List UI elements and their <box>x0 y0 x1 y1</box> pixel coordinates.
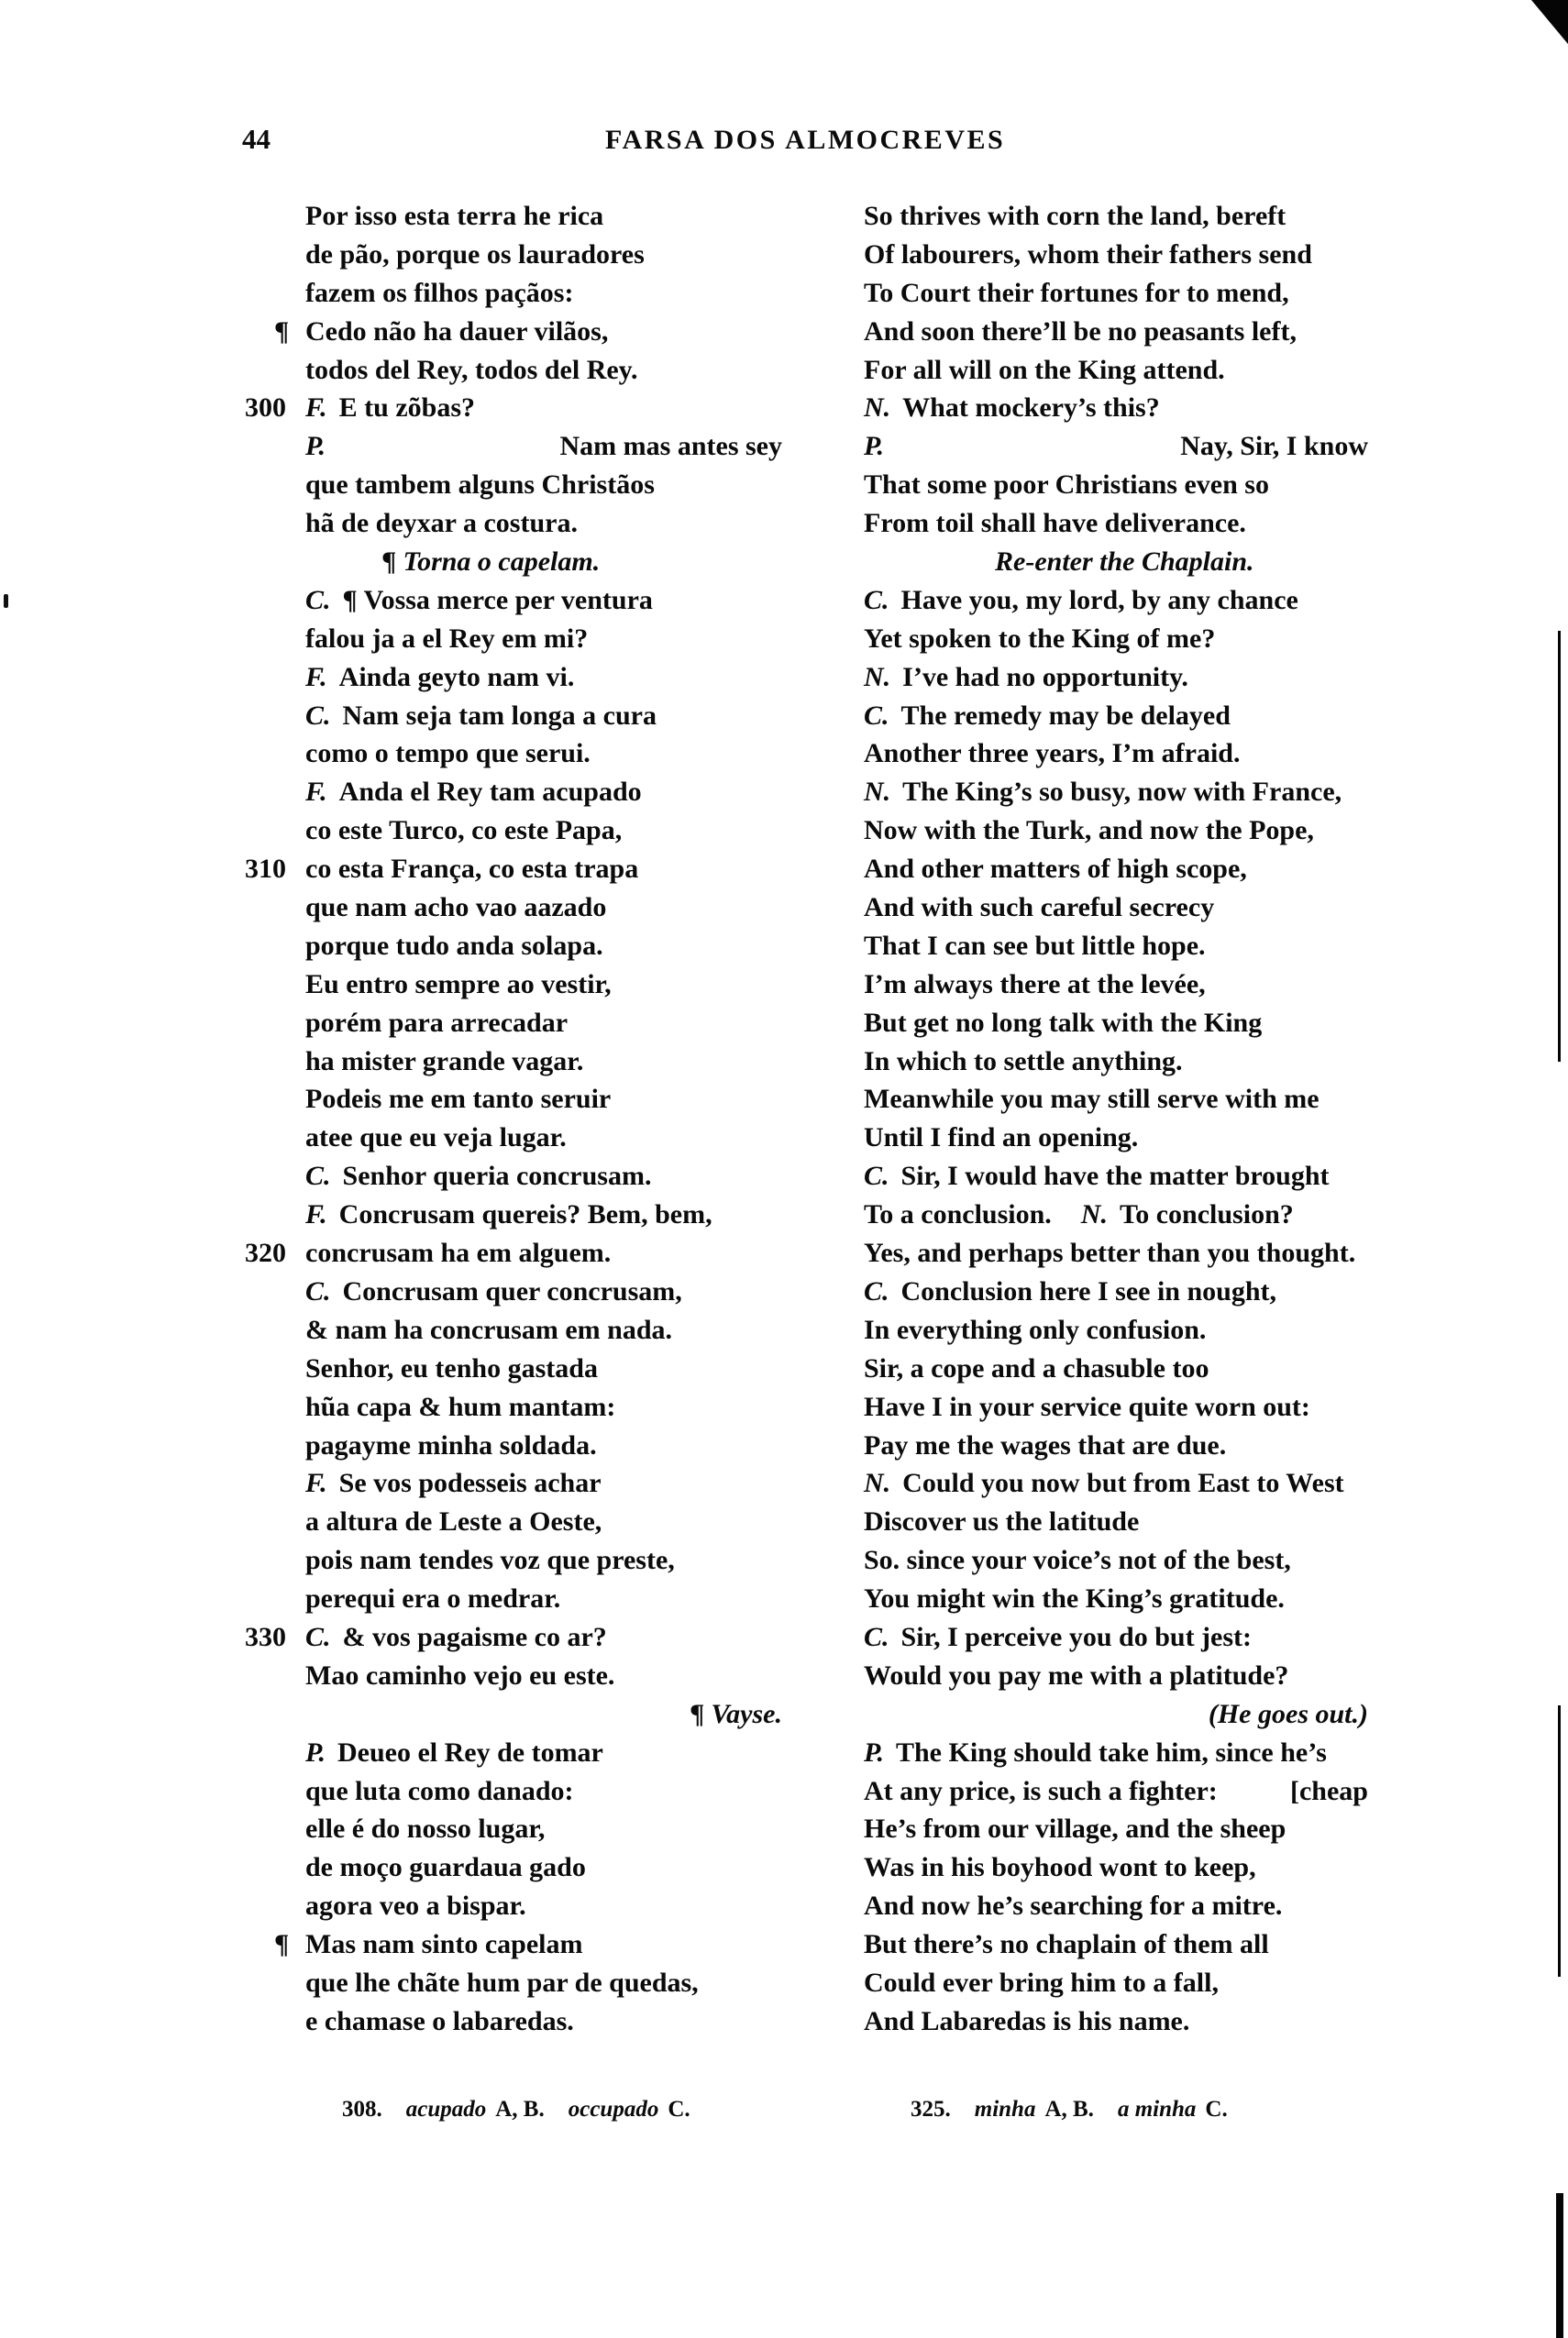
pilcrow-mark: ¶ <box>274 315 290 347</box>
line-number: 320 <box>245 1238 286 1269</box>
verse-text: Discover us the latitude <box>864 1506 1140 1538</box>
stage-direction-text: Re-enter the Chaplain. <box>995 546 1254 578</box>
verse-text: elle é do nosso lugar, <box>305 1814 546 1845</box>
portuguese-column <box>245 197 782 2041</box>
verse-text: A, B. <box>495 2097 545 2122</box>
verse-text: e chamase o labaredas. <box>305 2005 574 2036</box>
verse-text: de moço guardaua gado <box>305 1852 586 1883</box>
verse-text: Anda el Rey tam acupado <box>338 777 642 808</box>
verse-text: ha mister grande vagar. <box>305 1045 584 1076</box>
verse-line <box>864 1042 1368 1081</box>
verse-line <box>305 1580 782 1618</box>
verse-line <box>245 389 782 427</box>
verse-text: 308. <box>342 2097 382 2122</box>
stage-direction-text: a minha <box>1117 2097 1197 2122</box>
scan-artifact-line <box>1558 631 1561 1062</box>
verse-line <box>864 1196 1368 1234</box>
verse-line <box>305 1350 782 1388</box>
verse-line <box>245 850 782 888</box>
verse-line <box>864 1080 1368 1119</box>
verse-line <box>305 1887 782 1925</box>
verse-text: And soon there’ll be no peasants left, <box>864 315 1297 347</box>
verse-line <box>305 1080 782 1119</box>
verse-text: & vos pagaisme co ar? <box>342 1621 607 1652</box>
verse-line <box>305 1810 782 1848</box>
speaker-label: C. <box>305 1621 331 1652</box>
verse-text: To a conclusion. <box>864 1199 1052 1230</box>
verse-line <box>864 1580 1368 1618</box>
verse-line <box>305 965 782 1004</box>
verse-line <box>305 466 782 504</box>
verse-line <box>864 1157 1368 1196</box>
verse-text: The King’s so busy, now with France, <box>902 777 1342 808</box>
verse-line <box>305 1734 782 1772</box>
verse-line <box>864 1772 1368 1811</box>
verse-text: & nam ha concrusam em nada. <box>305 1314 673 1345</box>
speaker-label: P. <box>864 431 884 462</box>
verse-line <box>864 1887 1368 1925</box>
verse-text: So. since your voice’s not of the best, <box>864 1545 1291 1576</box>
verse-line <box>305 1772 782 1811</box>
verse-line <box>864 697 1368 735</box>
verse-text: From toil shall have deliverance. <box>864 508 1246 539</box>
verse-line <box>274 313 782 351</box>
verse-text: Senhor, eu tenho gastada <box>305 1352 598 1384</box>
verse-text: I’ve had no opportunity. <box>902 661 1188 692</box>
verse-line <box>864 1848 1368 1887</box>
verse-line <box>864 734 1368 773</box>
footnote-line <box>911 2096 1228 2134</box>
verse-text: To conclusion? <box>1119 1199 1294 1230</box>
footnote-left <box>342 2096 690 2134</box>
english-column <box>864 197 1368 2041</box>
verse-line <box>305 1503 782 1541</box>
verse-text: Eu entro sempre ao vestir, <box>305 968 612 999</box>
verse-line <box>864 466 1368 504</box>
speaker-label: C. <box>305 700 331 731</box>
verse-text: In which to settle anything. <box>864 1045 1183 1076</box>
scan-artifact-line <box>1558 1705 1561 1977</box>
stage-direction <box>305 543 782 581</box>
verse-line <box>864 965 1368 1004</box>
verse-line <box>864 2002 1368 2041</box>
verse-line <box>305 1964 782 2002</box>
verse-line <box>864 1004 1368 1042</box>
verse-text: Until I find an opening. <box>864 1122 1139 1153</box>
stage-direction <box>864 1695 1368 1734</box>
speaker-label: C. <box>864 700 889 731</box>
verse-line <box>864 427 1368 466</box>
verse-line <box>305 927 782 965</box>
speaker-label: F. <box>305 1468 327 1499</box>
verse-line <box>305 1541 782 1580</box>
verse-text: Conclusion here I see in nought, <box>900 1275 1277 1307</box>
verse-text: Yet spoken to the King of me? <box>864 623 1216 654</box>
verse-line <box>864 313 1368 351</box>
verse-text: Mas nam sinto capelam <box>305 1929 583 1960</box>
verse-line <box>305 658 782 697</box>
verse-text: Could ever bring him to a fall, <box>864 1967 1219 1998</box>
verse-text: To Court their fortunes for to mend, <box>864 277 1289 308</box>
verse-text: That I can see but little hope. <box>864 930 1206 961</box>
verse-text: But get no long talk with the King <box>864 1007 1263 1038</box>
verse-line <box>305 620 782 658</box>
verse-text: Yes, and perhaps better than you thought. <box>864 1238 1356 1269</box>
verse-line <box>305 197 782 236</box>
verse-line <box>864 197 1368 236</box>
verse-text: todos del Rey, todos del Rey. <box>305 354 638 385</box>
verse-line <box>305 1311 782 1350</box>
verse-text: And with such careful secrecy <box>864 892 1215 923</box>
verse-text: de pão, porque os lauradores <box>305 238 645 270</box>
speaker-label: F. <box>305 1199 327 1230</box>
verse-line <box>274 1925 782 1964</box>
verse-text: The King should take him, since he’s <box>895 1737 1327 1768</box>
verse-line <box>864 1234 1368 1273</box>
verse-line <box>864 1964 1368 2002</box>
speaker-label: C. <box>305 1275 331 1307</box>
stage-direction-text: ¶ Torna o capelam. <box>382 546 601 578</box>
verse-line <box>864 1388 1368 1427</box>
verse-text: Mao caminho vejo eu este. <box>305 1660 615 1691</box>
page-title: FARSA DOS ALMOCREVES <box>605 125 1006 155</box>
verse-text: Nam mas antes sey <box>559 431 782 462</box>
verse-line <box>864 1350 1368 1388</box>
verse-text: And now he’s searching for a mitre. <box>864 1891 1283 1922</box>
verse-line <box>305 1657 782 1695</box>
verse-text: fazem os filhos paçãos: <box>305 277 574 308</box>
verse-text: concrusam ha em alguem. <box>305 1238 612 1269</box>
verse-line <box>864 1541 1368 1580</box>
verse-line <box>864 389 1368 427</box>
verse-text: Another three years, I’m afraid. <box>864 738 1241 769</box>
verse-text: A, B. <box>1044 2097 1094 2122</box>
scan-artifact-line <box>1556 2193 1563 2338</box>
verse-text: Pay me the wages that are due. <box>864 1429 1227 1461</box>
verse-line <box>864 1810 1368 1848</box>
verse-line <box>864 1427 1368 1465</box>
verse-line <box>305 1004 782 1042</box>
stage-direction <box>305 1695 782 1734</box>
verse-text: I’m always there at the levée, <box>864 968 1206 999</box>
verse-line <box>305 697 782 735</box>
verse-line <box>864 927 1368 965</box>
verse-line <box>864 1734 1368 1772</box>
verse-text: He’s from our village, and the sheep <box>864 1814 1286 1845</box>
verse-text: ¶ Vossa merce per ventura <box>342 584 653 615</box>
verse-line <box>864 581 1368 620</box>
stage-direction <box>864 543 1368 581</box>
verse-line <box>864 1618 1368 1657</box>
verse-text: But there’s no chaplain of them all <box>864 1929 1269 1960</box>
line-number: 330 <box>245 1621 286 1652</box>
speaker-label: C. <box>864 1161 889 1192</box>
verse-text: The remedy may be delayed <box>900 700 1231 731</box>
verse-text: Podeis me em tanto seruir <box>305 1084 612 1115</box>
verse-line <box>305 581 782 620</box>
verse-text: You might win the King’s gratitude. <box>864 1583 1285 1615</box>
verse-text: Nay, Sir, I know <box>1180 431 1368 462</box>
verse-text: que lhe chãte hum par de quedas, <box>305 1967 699 1998</box>
speaker-label: N. <box>864 661 891 692</box>
stage-direction-text: ¶ Vayse. <box>690 1698 782 1729</box>
verse-line <box>245 1618 782 1657</box>
verse-text: What mockery’s this? <box>902 392 1160 424</box>
verse-line <box>305 504 782 543</box>
speaker-label: C. <box>864 584 889 615</box>
stage-direction-text: occupado <box>568 2097 659 2122</box>
verse-line <box>305 888 782 927</box>
verse-line <box>864 888 1368 927</box>
verse-text: That some poor Christians even so <box>864 469 1269 501</box>
verse-text: Cedo não ha dauer vilãos, <box>305 315 609 347</box>
verse-text: Ainda geyto nam vi. <box>338 661 575 692</box>
verse-text: Have you, my lord, by any chance <box>900 584 1298 615</box>
scan-artifact-corner <box>1531 0 1568 44</box>
verse-line <box>864 1503 1368 1541</box>
verse-text: hũa capa & hum mantam: <box>305 1391 616 1422</box>
verse-text: falou ja a el Rey em mi? <box>305 623 589 654</box>
verse-text: 325. <box>911 2097 951 2122</box>
speaker-label: N. <box>1080 1199 1108 1230</box>
verse-text: co esta França, co esta trapa <box>305 854 639 885</box>
verse-line <box>864 1464 1368 1503</box>
verse-line <box>864 236 1368 274</box>
verse-line <box>305 1388 782 1427</box>
verse-text: [cheap <box>1290 1775 1368 1806</box>
verse-text: pagayme minha soldada. <box>305 1429 597 1461</box>
verse-text: hã de deyxar a costura. <box>305 508 578 539</box>
verse-text: como o tempo que serui. <box>305 738 591 769</box>
page-number: 44 <box>242 123 271 155</box>
speaker-label: C. <box>864 1621 889 1652</box>
verse-text: Deueo el Rey de tomar <box>337 1737 603 1768</box>
speaker-label: N. <box>864 392 891 424</box>
verse-line <box>305 773 782 811</box>
verse-text: Concrusam quer concrusam, <box>342 1275 682 1307</box>
verse-text: C. <box>1205 2097 1228 2122</box>
verse-line <box>305 1848 782 1887</box>
verse-text: porém para arrecadar <box>305 1007 569 1038</box>
verse-text: So thrives with corn the land, bereft <box>864 201 1286 231</box>
verse-line <box>864 850 1368 888</box>
verse-text: For all will on the King attend. <box>864 354 1225 385</box>
speaker-label: N. <box>864 1468 891 1499</box>
verse-line <box>864 1273 1368 1311</box>
verse-line <box>305 1464 782 1503</box>
verse-text: agora veo a bispar. <box>305 1891 526 1922</box>
verse-text: pois nam tendes voz que preste, <box>305 1545 675 1576</box>
verse-text: a altura de Leste a Oeste, <box>305 1506 602 1538</box>
verse-text: atee que eu veja lugar. <box>305 1122 567 1153</box>
speaker-label: C. <box>864 1275 889 1307</box>
verse-text: Was in his boyhood wont to keep, <box>864 1852 1256 1883</box>
speaker-label: C. <box>305 1161 331 1192</box>
line-number: 300 <box>245 392 286 424</box>
scan-artifact-speck <box>4 594 8 608</box>
stage-direction-text: minha <box>974 2097 1036 2122</box>
verse-text: Have I in your service quite worn out: <box>864 1391 1310 1422</box>
stage-direction-text: acupado <box>405 2097 487 2122</box>
verse-line <box>305 1119 782 1157</box>
verse-text: E tu zõbas? <box>338 392 476 424</box>
verse-text: Sir, I would have the matter brought <box>900 1161 1330 1192</box>
speaker-label: F. <box>305 392 327 424</box>
verse-text: perequi era o medrar. <box>305 1583 561 1615</box>
verse-line <box>864 773 1368 811</box>
verse-text: Of labourers, whom their fathers send <box>864 238 1312 270</box>
verse-line <box>864 1119 1368 1157</box>
verse-line <box>864 658 1368 697</box>
verse-text: que luta como danado: <box>305 1775 574 1806</box>
verse-line <box>864 620 1368 658</box>
speaker-label: P. <box>305 431 326 462</box>
verse-line <box>305 274 782 313</box>
verse-text: Sir, a cope and a chasuble too <box>864 1352 1209 1384</box>
verse-line <box>305 427 782 466</box>
verse-text: que nam acho vao aazado <box>305 892 607 923</box>
verse-text: Nam seja tam longa a cura <box>342 700 657 731</box>
verse-line <box>305 1042 782 1081</box>
verse-line <box>305 1273 782 1311</box>
footnote-line <box>342 2096 690 2134</box>
verse-text: Se vos podesseis achar <box>338 1468 602 1499</box>
verse-line <box>305 351 782 390</box>
speaker-label: P. <box>305 1737 326 1768</box>
line-number: 310 <box>245 854 286 885</box>
speaker-label: P. <box>864 1737 884 1768</box>
verse-text: And Labaredas is his name. <box>864 2005 1190 2036</box>
verse-text: Now with the Turk, and now the Pope, <box>864 815 1314 846</box>
stage-direction-text: (He goes out.) <box>1208 1698 1368 1729</box>
verse-text: C. <box>668 2097 690 2122</box>
verse-text: porque tudo anda solapa. <box>305 930 603 961</box>
verse-line <box>864 274 1368 313</box>
verse-text: que tambem alguns Christãos <box>305 469 655 501</box>
speaker-label: F. <box>305 661 327 692</box>
verse-line <box>864 811 1368 850</box>
verse-text: Senhor queria concrusam. <box>342 1161 652 1192</box>
verse-line <box>864 1925 1368 1964</box>
verse-line <box>305 1196 782 1234</box>
speaker-label: F. <box>305 777 327 808</box>
speaker-label: N. <box>864 777 891 808</box>
verse-text: In everything only confusion. <box>864 1314 1207 1345</box>
verse-line <box>305 2002 782 2041</box>
verse-text: At any price, is such a fighter: <box>864 1775 1218 1806</box>
pilcrow-mark: ¶ <box>274 1929 290 1960</box>
verse-text: Por isso esta terra he rica <box>305 201 604 231</box>
verse-line <box>305 236 782 274</box>
verse-line <box>864 1657 1368 1695</box>
verse-text: co este Turco, co este Papa, <box>305 815 623 846</box>
verse-text: Sir, I perceive you do but jest: <box>900 1621 1253 1652</box>
speaker-label: C. <box>305 584 331 615</box>
verse-line <box>305 1427 782 1465</box>
verse-line <box>245 1234 782 1273</box>
verse-line <box>864 351 1368 390</box>
verse-line <box>864 1311 1368 1350</box>
verse-line <box>305 811 782 850</box>
verse-text: And other matters of high scope, <box>864 854 1247 885</box>
verse-line <box>305 1157 782 1196</box>
verse-text: Concrusam quereis? Bem, bem, <box>338 1199 712 1230</box>
verse-text: Could you now but from East to West <box>902 1468 1344 1499</box>
verse-line <box>305 734 782 773</box>
verse-text: Meanwhile you may still serve with me <box>864 1084 1320 1115</box>
verse-line <box>864 504 1368 543</box>
footnote-right <box>911 2096 1228 2134</box>
verse-text: Would you pay me with a platitude? <box>864 1660 1289 1691</box>
